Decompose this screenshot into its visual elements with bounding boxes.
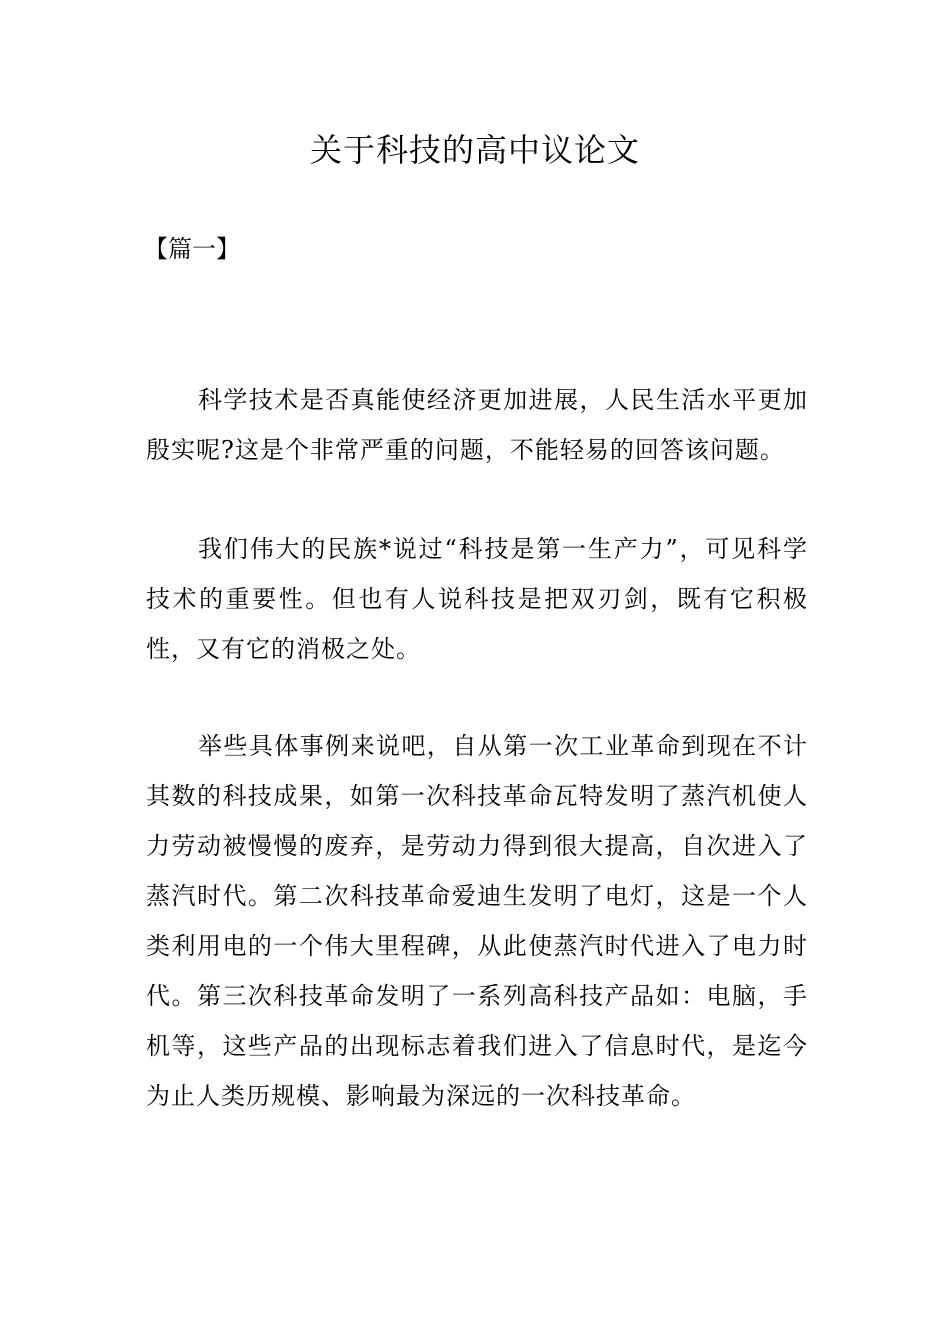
paragraph-2: 我们伟大的民族*说过“科技是第一生产力”，可见科学技术的重要性。但也有人说科技是把双刃剑，既有它积极性，又有它的消极之处。 — [146, 535, 808, 663]
section-label: 【篇一】 — [144, 235, 240, 263]
paragraph-3: 举些具体事例来说吧，自从第一次工业革命到现在不计其数的科技成果，如第一次科技革命瓦特发明了蒸汽机使人力劳动被慢慢的废弃，是劳动力得到很大提高，自次进入了蒸汽时代。第二次科技革命爱迪生发明了电灯，这是一个人类利用电的一个伟大里程碑，从此使蒸汽时代进入了电力时代。第三次科技革命发明了一系列高科技产品如：电脑，手机等，这些产品的出现标志着我们进入了信息时代，是迄今为止人类历规模、影响最为深远的一次科技革命。 — [146, 732, 808, 1110]
document-title: 关于科技的高中议论文 — [309, 131, 640, 169]
paragraph-1: 科学技术是否真能使经济更加进展，人民生活水平更加殷实呢?这是个非常严重的问题，不能轻易的回答该问题。 — [146, 386, 808, 464]
